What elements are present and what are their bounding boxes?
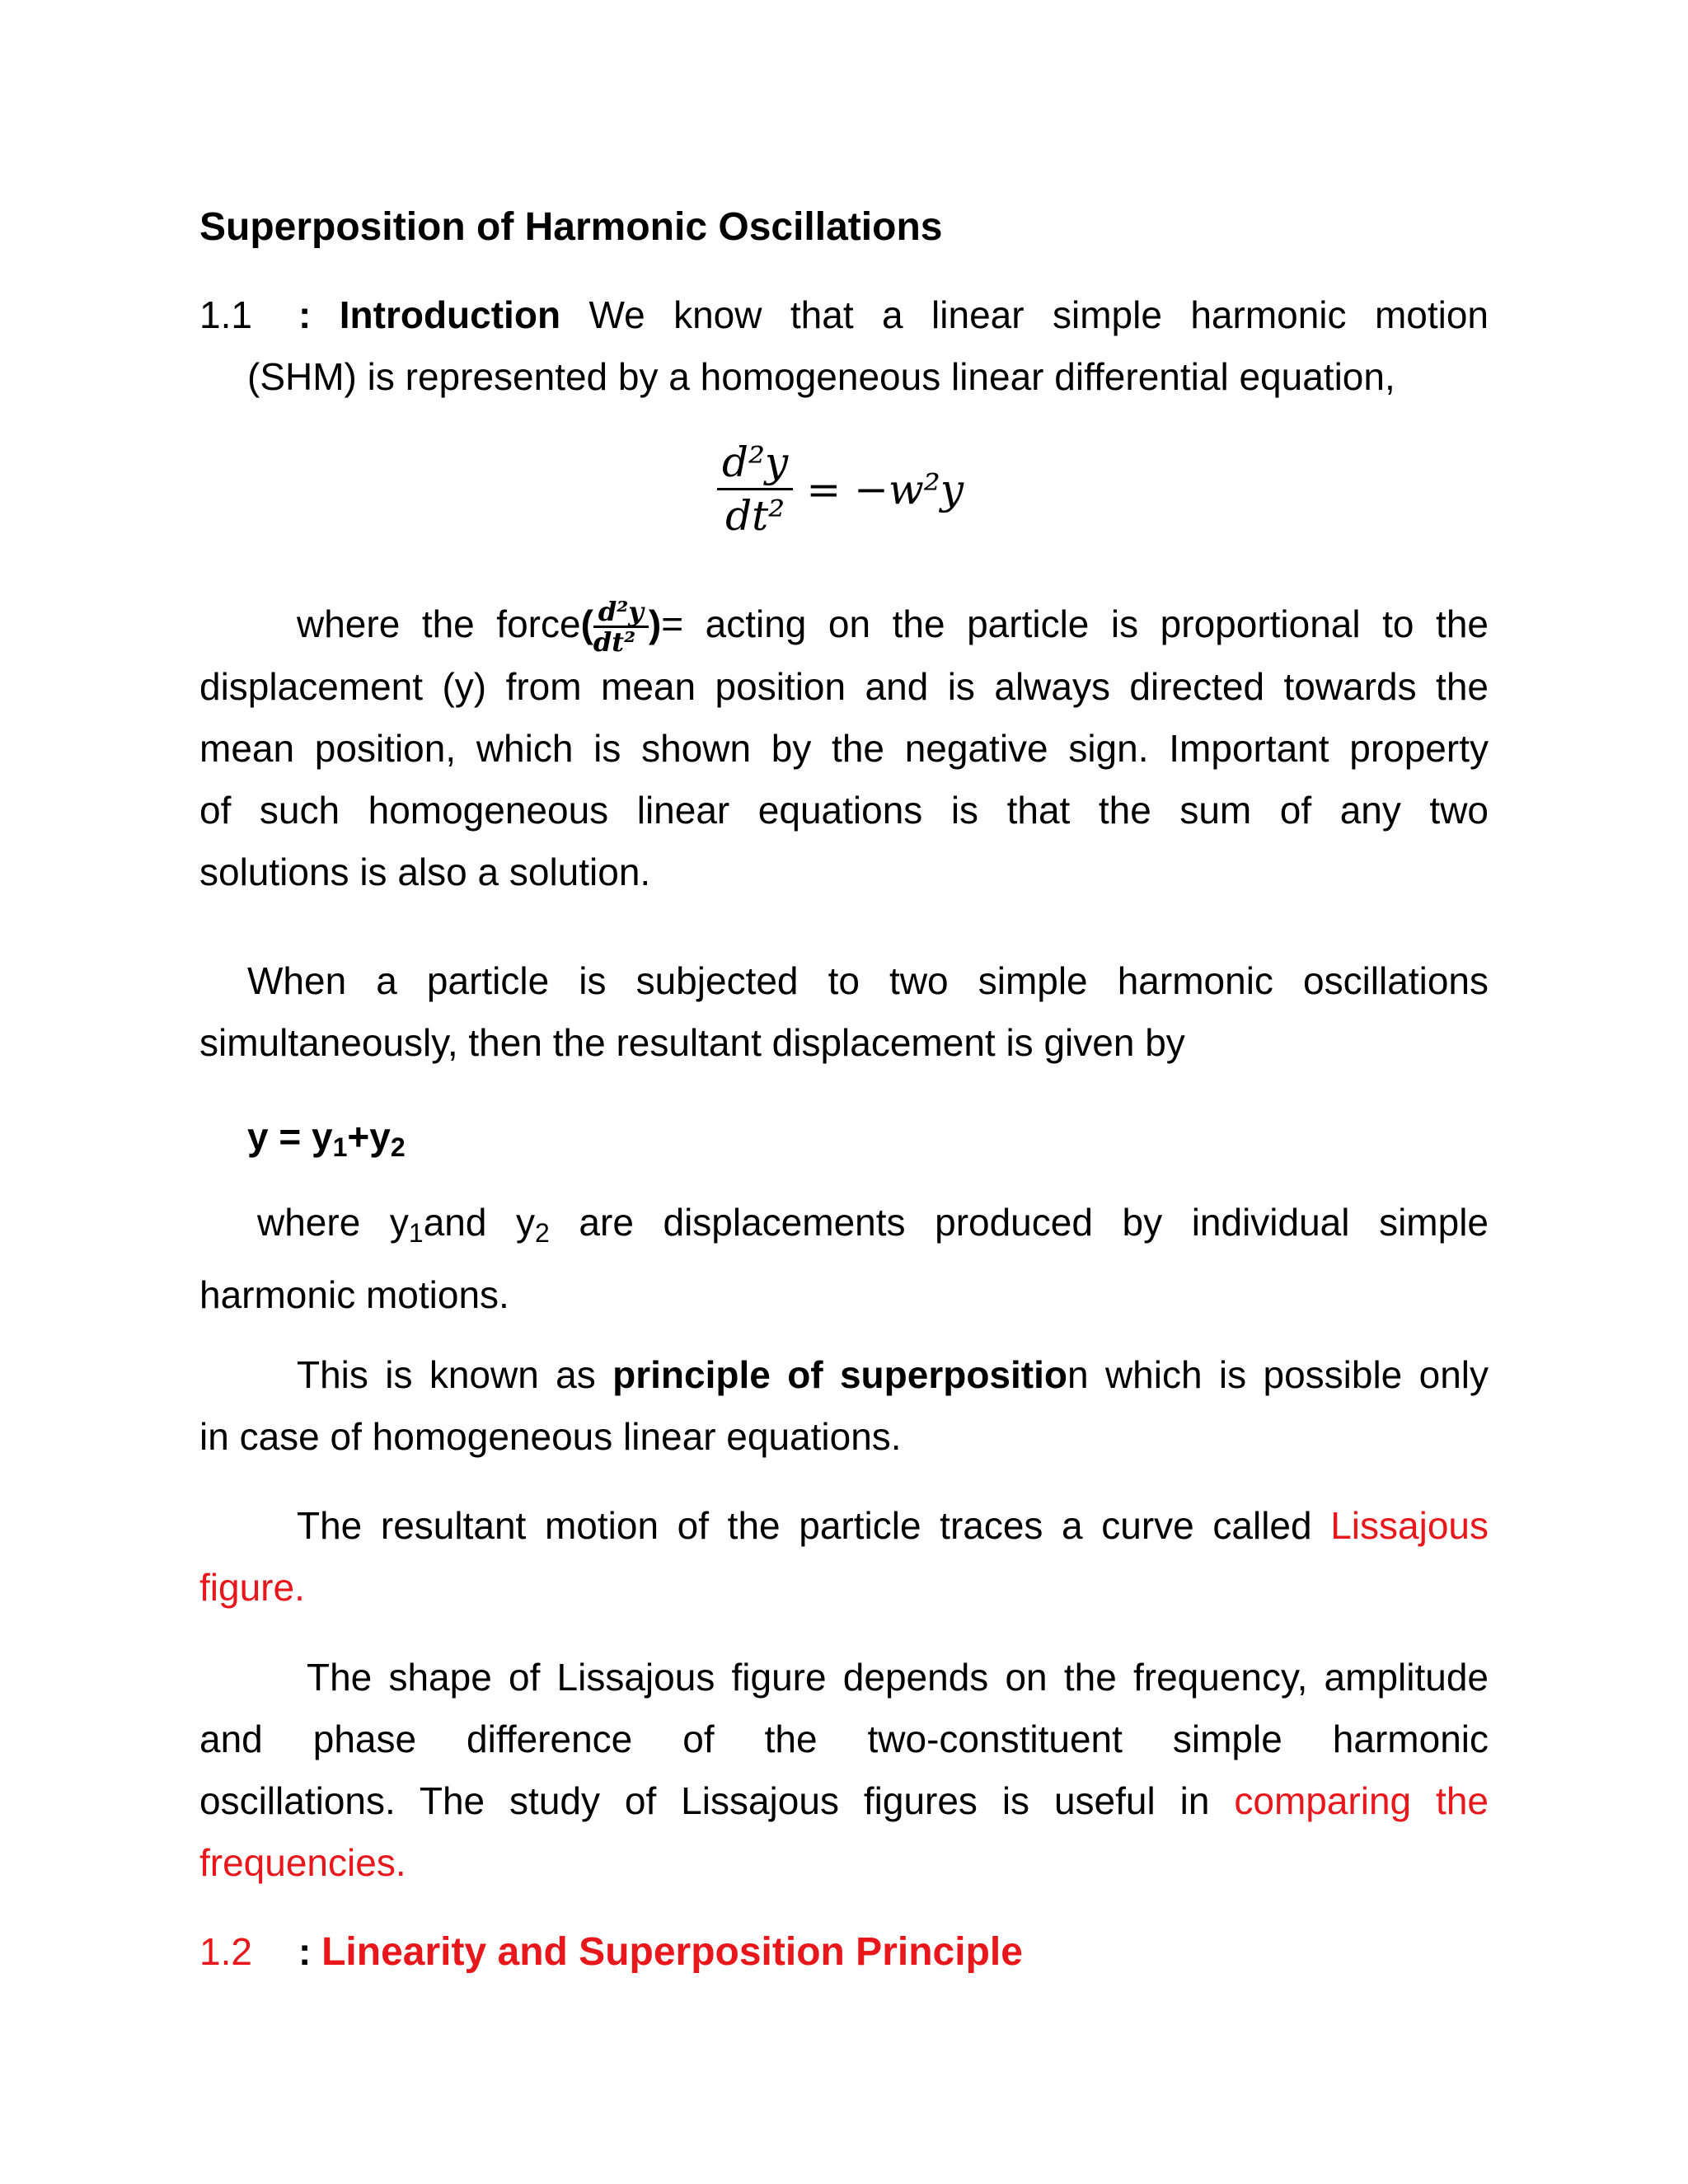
shape-line-2: and phase difference of the two-constituent simple harmonic — [199, 1718, 1489, 1760]
lissajous-paragraph — [199, 1495, 1489, 1619]
particle-line-1: When a particle is subjected to two simple harmonic oscillations — [247, 959, 1489, 1002]
shape-line-3-red: comparing the — [1234, 1779, 1489, 1822]
shape-line-3-pre: oscillations. The study of Lissajous figures is useful in — [199, 1779, 1235, 1822]
section-colon: : — [298, 293, 312, 336]
shape-line-3 — [199, 1770, 1489, 1832]
equation-rhs: = −w²y — [806, 465, 964, 513]
intro-line-1-text: We know that a linear simple harmonic motion — [588, 293, 1489, 336]
where-line-2: harmonic motions. — [199, 1273, 509, 1316]
principle-line-1 — [199, 1344, 1489, 1406]
y-lhs: y = y — [247, 1115, 333, 1158]
shape-paragraph — [199, 1647, 1489, 1894]
principle-pre: This is known as — [297, 1353, 613, 1396]
force-line-4: of such homogeneous linear equations is that the sum of any two — [199, 789, 1489, 832]
lissajous-red-1: Lissajous — [1330, 1504, 1489, 1547]
intro-paragraph — [199, 284, 1489, 408]
shape-line-4: frequencies. — [199, 1841, 406, 1884]
superposition-equation — [247, 1106, 406, 1179]
intro-line-2: (SHM) is represented by a homogeneous linear differential equation, — [247, 355, 1395, 398]
lissajous-line-1 — [199, 1495, 1489, 1557]
section-number: 1.1 — [199, 293, 252, 336]
y-sub-1: 1 — [332, 1132, 348, 1162]
principle-post: n which is possible only — [1067, 1353, 1489, 1396]
intro-line-1 — [199, 284, 1489, 346]
lissajous-pre: The resultant motion of the particle traces a curve called — [297, 1504, 1331, 1547]
where-mid: and y — [423, 1201, 536, 1244]
section-2-number: 1.2 — [199, 1930, 252, 1973]
document-title: Superposition of Harmonic Oscillations — [199, 205, 943, 249]
force-line-5: solutions is also a solution. — [199, 851, 651, 894]
section-2-title: Linearity and Superposition Principle — [321, 1930, 1023, 1974]
where-pre: where y — [257, 1201, 409, 1244]
principle-paragraph — [199, 1344, 1489, 1468]
paren-open: ( — [580, 602, 593, 645]
force-frac-numerator: d²y — [593, 598, 649, 628]
where-paragraph — [199, 1192, 1489, 1326]
section-heading: Introduction — [339, 293, 561, 336]
equation-denominator: dt² — [725, 492, 785, 540]
particle-paragraph — [199, 950, 1489, 1074]
force-line-1-post: = acting on the particle is proportional to the — [661, 602, 1489, 645]
particle-line-2: simultaneously, then the resultant displacement is given by — [199, 1021, 1185, 1064]
where-line-1 — [199, 1192, 1489, 1264]
force-line-1 — [199, 593, 1489, 656]
section-2-heading — [199, 1921, 1489, 1983]
principle-bold: principle of superpositio — [612, 1353, 1067, 1396]
shm-equation — [717, 437, 964, 541]
y-plus: +y — [347, 1115, 391, 1158]
force-line-2: displacement (y) from mean position and is always directed towards the — [199, 665, 1489, 709]
force-fraction — [593, 598, 649, 656]
where-sub-2: 2 — [535, 1218, 550, 1248]
y-sub-2: 2 — [390, 1132, 406, 1162]
force-paragraph — [199, 593, 1489, 903]
equation-numerator: d²y — [717, 437, 793, 490]
section-2-colon: : — [298, 1930, 312, 1973]
force-frac-denominator: dt² — [593, 626, 636, 658]
lissajous-line-2: figure. — [199, 1566, 305, 1609]
shape-line-1: The shape of Lissajous figure depends on the frequency, amplitude — [307, 1656, 1489, 1699]
force-line-1-pre: where the force — [297, 602, 581, 645]
equation-fraction — [717, 437, 793, 541]
where-sub-1: 1 — [408, 1218, 424, 1248]
principle-line-2: in case of homogeneous linear equations. — [199, 1415, 902, 1458]
force-line-3: mean position, which is shown by the negative sign. Important property — [199, 727, 1489, 771]
paren-close: ) — [648, 602, 662, 645]
where-post: are displacements produced by individual simple — [549, 1201, 1489, 1244]
